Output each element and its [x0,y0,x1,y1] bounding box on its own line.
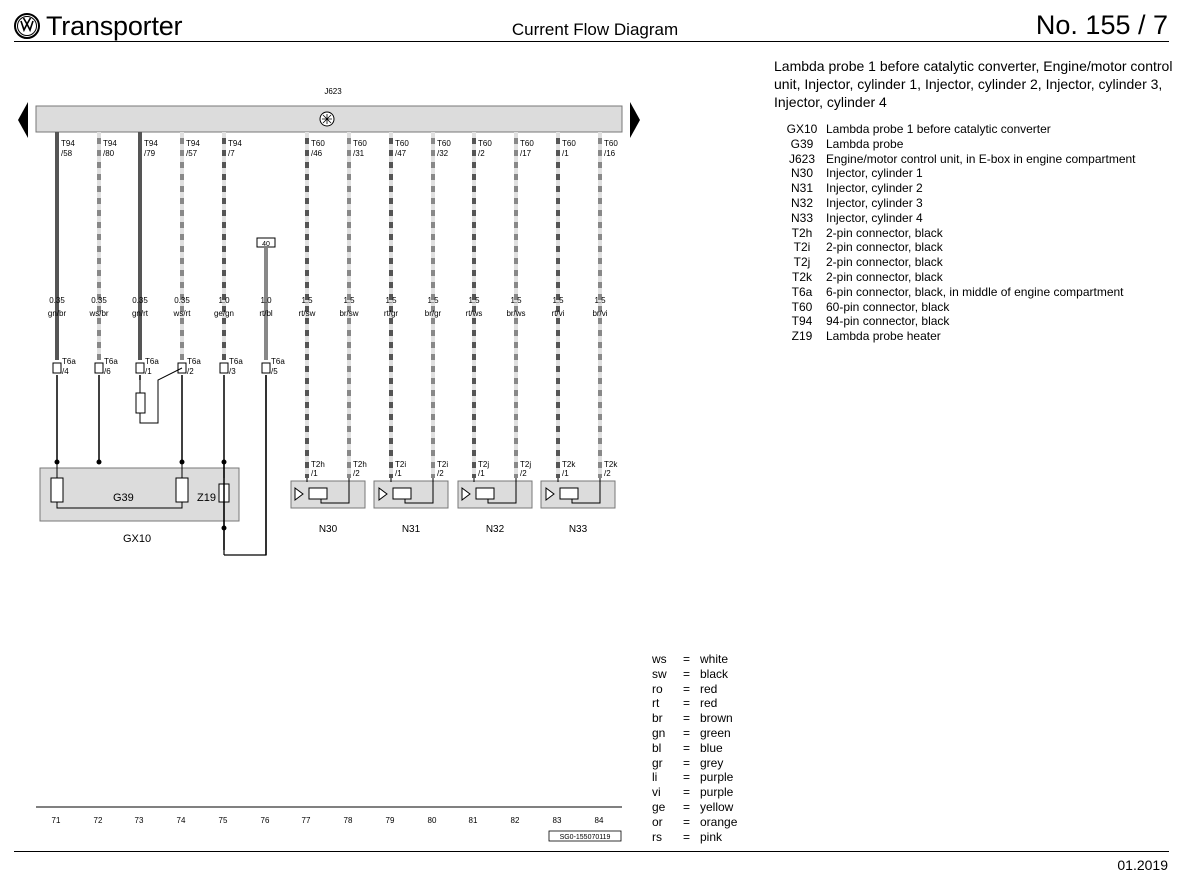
wire-color-label: ws/br [89,309,109,318]
injector-connector-label: T2j [478,460,490,469]
wire-size-label: 1.5 [301,296,313,305]
legend-text: Lambda probe 1 before catalytic converter [826,122,1051,136]
legend-code: T2k [791,269,812,284]
color-name: purple [700,770,734,785]
injector-pin-label: /2 [520,469,527,478]
t6a-connector-pin [136,363,144,373]
color-equals: = [683,696,691,711]
color-equals: = [683,829,691,844]
g39-label: G39 [113,492,134,504]
legend-text: Engine/motor control unit, in E-box in engine compartment [826,151,1136,166]
wire-size-label: 1.5 [594,296,606,305]
injector-connector-label: T2k [604,460,618,469]
injector-pin-label: /1 [478,469,485,478]
wire-size-label: 1.5 [343,296,355,305]
legend-text: 6-pin connector, black, in middle of engine compartment [826,284,1124,299]
legend-text: 2-pin connector, black [826,255,943,270]
z19-circuit [224,375,266,555]
page-right-arrow-icon [630,102,640,138]
color-equals: = [683,814,691,829]
t6a-connector-label: T6a [145,357,159,366]
color-abbr: gr [652,755,663,770]
legend-code: T2i [793,240,811,255]
color-abbr: ws [652,652,667,666]
color-name: yellow [700,799,734,814]
legend-text: 2-pin connector, black [826,269,943,284]
injector-connector-label: T2h [311,460,325,469]
calibration-circuit [140,368,182,423]
injector-label: N32 [485,524,505,535]
legend-text: Injector, cylinder 1 [826,166,923,181]
g39-resistor-icon [176,478,188,502]
footer-divider [14,851,1169,852]
color-equals: = [683,799,691,814]
calibration-resistor-icon [136,393,145,413]
wire-size-label: 1.0 [260,296,272,305]
pin-connector-label: T60 [437,139,451,148]
t6a-connector-pin [95,363,103,373]
wire-color-label: ge/gn [213,309,235,318]
t6a-pin-label: /2 [187,367,194,376]
document-number: No. 155 / 7 [1035,10,1168,40]
color-abbr: rs [652,829,662,844]
pin-connector-label: T94 [103,139,117,148]
track-number: 73 [134,816,144,825]
color-equals: = [683,652,691,666]
track-number: 77 [301,816,311,825]
color-abbr: or [652,814,663,829]
injector-pin-label: /2 [353,469,360,478]
wire-color-label: rt/bl [259,309,273,318]
color-equals: = [683,711,691,726]
color-abbr: ge [652,799,666,814]
legend-code: N33 [790,210,813,225]
pin-number-label: /46 [311,149,323,158]
pin-number-label: /79 [144,149,156,158]
color-name: purple [700,785,734,800]
legend-code: N30 [790,166,813,181]
injector-connector-label: T2k [562,460,576,469]
pin-connector-label: T94 [186,139,200,148]
pin-number-label: /1 [562,149,569,158]
legend-code: Z19 [791,329,813,344]
pin-connector-label: T60 [520,139,534,148]
wire-size-label: 0.35 [91,296,107,305]
t6a-connector-pin [262,363,270,373]
color-name: blue [700,740,723,755]
wire-size-label: 1.5 [468,296,480,305]
wire-color-label: rt/sw [298,309,316,318]
legend-text: 2-pin connector, black [826,225,943,240]
pin-connector-label: T60 [395,139,409,148]
wire-size-label: 1.5 [427,296,439,305]
t6a-connector-label: T6a [62,357,76,366]
injector-connector-label: T2h [353,460,367,469]
color-abbr: gn [652,725,666,740]
pin-connector-label: T60 [478,139,492,148]
injector-pin-label: /1 [395,469,402,478]
wire-size-label: 0.35 [174,296,190,305]
legend-text: Lambda probe heater [826,329,941,344]
color-equals: = [683,725,691,740]
legend-code: N32 [790,195,813,210]
legend-text: 2-pin connector, black [826,240,943,255]
track-number: 83 [552,816,562,825]
gx10-label: GX10 [123,533,152,545]
legend-code: T6a [791,284,813,299]
wire-size-label: 1.5 [385,296,397,305]
color-name: white [700,652,729,666]
t6a-pin-label: /4 [62,367,69,376]
wire-size-label: 1.5 [510,296,522,305]
injector-label: N33 [568,524,588,535]
document-type: Current Flow Diagram [511,20,679,39]
color-equals: = [683,666,691,681]
brand-title: Transporter [46,10,183,41]
legend-code: N31 [790,181,813,196]
pin-connector-label: T60 [353,139,367,148]
color-name: black [700,666,729,681]
injector-pin-label: /2 [604,469,611,478]
color-abbr: vi [652,785,661,800]
pin-number-label: /58 [61,149,73,158]
track-number: 78 [343,816,353,825]
color-equals: = [683,681,691,696]
wire-size-label: 0.35 [49,296,65,305]
track-number: 75 [218,816,228,825]
legend-code: T60 [791,299,813,314]
color-name: red [700,681,718,696]
track-number: 81 [468,816,478,825]
injector-label: N31 [401,524,421,535]
track-number: 74 [176,816,186,825]
pin-number-label: /80 [103,149,115,158]
pin-number-label: /17 [520,149,532,158]
t6a-connector-label: T6a [271,357,285,366]
color-abbr: sw [652,666,667,681]
page-left-arrow-icon [18,102,28,138]
injector-label: N30 [318,524,338,535]
legend-text: 94-pin connector, black [826,314,950,329]
track-number: 80 [427,816,437,825]
wire-color-label: gn/br [47,309,67,318]
wire-color-label: rt/ws [465,309,483,318]
legend-code: GX10 [786,122,818,136]
wire-size-label: 1.5 [552,296,564,305]
injector-connector-label: T2i [437,460,449,469]
injector-pin-label: /2 [437,469,444,478]
pin-connector-label: T94 [228,139,242,148]
track-number: 76 [260,816,270,825]
pin-connector-label: T94 [144,139,158,148]
legend-code: J623 [788,151,816,166]
injector-coil-icon [393,488,411,499]
track-number: 84 [594,816,604,825]
ref-code-label: SG0-155070119 [559,834,611,841]
wire-color-label: gn/rt [131,309,149,318]
injector-connector-label: T2j [520,460,532,469]
wire-color-label: br/sw [339,309,359,318]
pin-connector-label: T94 [61,139,75,148]
wire-color-label: br/gr [424,309,442,318]
t6a-connector-label: T6a [104,357,118,366]
wire-color-label: rt/vi [551,309,565,318]
pin-number-label: /16 [604,149,616,158]
injector-coil-icon [309,488,327,499]
injector-pin-label: /1 [311,469,318,478]
wire-size-label: 0.35 [132,296,148,305]
track-number: 71 [51,816,61,825]
pin-number-label: /2 [478,149,485,158]
t6a-pin-label: /3 [229,367,236,376]
wire-color-label: br/vi [592,309,608,318]
wire-color-label: rt/gr [383,309,399,318]
color-name: red [700,696,718,711]
legend-text: Lambda probe [826,136,904,151]
pin-connector-label: T60 [604,139,618,148]
legend-text: Injector, cylinder 2 [826,181,923,196]
injector-coil-icon [560,488,578,499]
ground-cross-icon [322,114,332,124]
color-abbr: li [652,770,658,785]
injector-pin-label: /1 [562,469,569,478]
legend-code: T2h [791,225,813,240]
legend-code: G39 [790,136,814,151]
g39-probe-icon [51,478,63,502]
injector-coil-icon [476,488,494,499]
footer-date: 01.2019 [1117,857,1168,873]
pin-number-label: /31 [353,149,365,158]
t6a-connector-label: T6a [229,357,243,366]
t6a-connector-pin [53,363,61,373]
color-name: green [700,725,731,740]
color-name: brown [700,711,733,726]
pin-number-label: /57 [186,149,198,158]
color-abbr: ro [652,681,663,696]
injector-connector-label: T2i [395,460,407,469]
color-equals: = [683,785,691,800]
color-name: pink [700,829,723,844]
track-number: 72 [93,816,103,825]
t6a-pin-label: /1 [145,367,152,376]
color-equals: = [683,740,691,755]
legend-code: T94 [791,314,813,329]
track-number: 82 [510,816,520,825]
pin-number-label: /32 [437,149,449,158]
pin-number-label: /47 [395,149,407,158]
color-abbr: br [652,711,663,726]
legend-text: Injector, cylinder 4 [826,210,923,225]
z19-label: Z19 [197,492,216,504]
legend-code: T2j [793,255,811,270]
color-abbr: rt [652,696,660,711]
color-equals: = [683,755,691,770]
wire-size-label: 1.0 [218,296,230,305]
wire-color-label: ws/rt [173,309,191,318]
legend-text: 60-pin connector, black [826,299,950,314]
t6a-connector-pin [220,363,228,373]
control-unit-label: J623 [324,87,342,96]
track-number: 79 [385,816,395,825]
t6a-connector-label: T6a [187,357,201,366]
legend-text: Injector, cylinder 3 [826,195,923,210]
t6a-pin-label: /5 [271,367,278,376]
pin-number-label: /7 [228,149,235,158]
pin-connector-label: T60 [311,139,325,148]
wire-color-label: br/ws [506,309,526,318]
t6a-pin-label: /6 [104,367,111,376]
pin-connector-label: T60 [562,139,576,148]
color-name: grey [700,755,724,770]
ground-ref-label: 40 [262,241,270,248]
color-abbr: bl [652,740,662,755]
color-equals: = [683,770,691,785]
color-name: orange [700,814,738,829]
diagram-description: Lambda probe 1 before catalytic converter, Engine/motor control unit, Injector, cylinder 1, Injector, cylinder 2, Injector, cylinder 3, Injector, cylinder 4 [774,58,1173,110]
